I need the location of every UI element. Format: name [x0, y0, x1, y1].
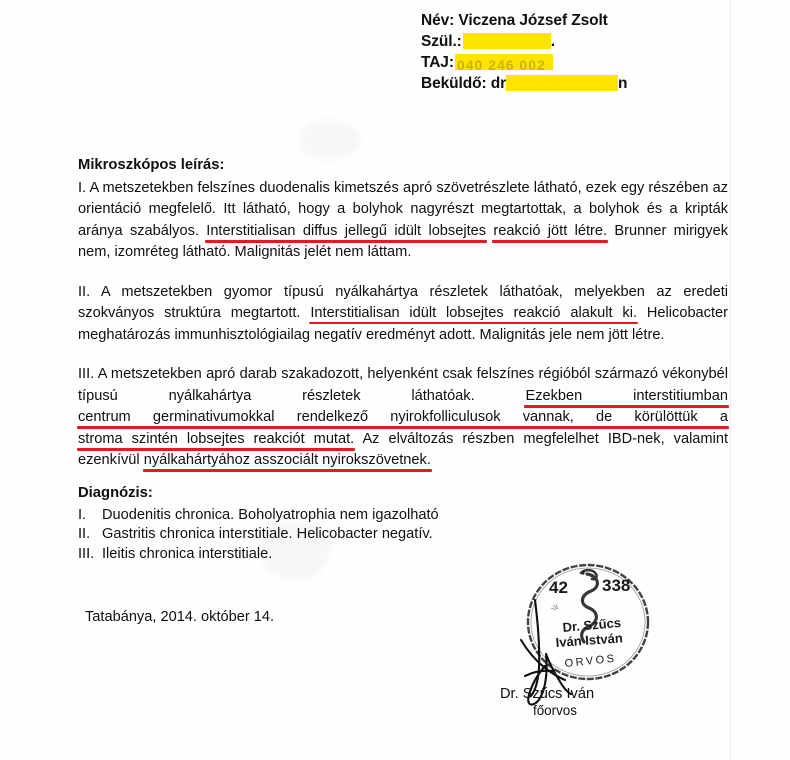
official-round-stamp	[523, 560, 653, 690]
name-label: Név:	[421, 12, 455, 29]
diagnosis-section	[78, 484, 439, 564]
stamp-left-number: 42	[549, 578, 568, 597]
stamp-line-1: Dr. Szűcs	[561, 614, 622, 635]
paragraph-3-underline-a: Ezekben interstitiumban	[525, 387, 729, 404]
microscopy-title: Mikroszkópos leírás:	[78, 157, 225, 173]
microscopy-section	[78, 155, 728, 472]
birth-date-row	[421, 31, 627, 52]
sender-suffix: n	[618, 75, 628, 92]
paragraph-3-underline-c: stroma szintén lobsejtes reakciót mutat.	[78, 430, 355, 447]
place-and-date: Tatabánya, 2014. október 14.	[85, 609, 275, 625]
stamp-right-number: 338	[602, 576, 631, 595]
taj-redaction	[455, 54, 553, 73]
signer-name: Dr. Szűcs Iván	[500, 686, 595, 702]
diagnosis-item-number: I.	[78, 506, 87, 523]
paragraph-1-underline-a: Interstitialisan diffus jellegű idült lobsejtes	[206, 222, 487, 239]
stamp-bottom-text: ORVOS	[564, 652, 618, 670]
patient-header	[421, 10, 627, 94]
name-value: Viczena József Zsolt	[458, 12, 608, 29]
paragraph-3-text-b: Az elváltozás részben megfelelhet IBD-nek, valamint ezenkívül	[78, 430, 728, 468]
diagnosis-item-text: Duodenitis chronica. Boholyatrophia nem igazolható	[102, 506, 439, 523]
diagnosis-item	[78, 525, 439, 545]
paragraph-1-text-a: I. A metszetekben felszínes duodenalis kimetszés apró szövetrészlete látható, ezek egy részében az orientáció megfelelő. Itt látható, hogy a bolyhok nagyrészt megtartottak, a bolyhok és a kripták aránya szabályos.	[78, 179, 728, 239]
paragraph-2-text-a: II. A metszetekben gyomor típusú nyálkahártya részletek láthatóak, melyekben az eredeti szokványos struktúra megtartott.	[78, 283, 728, 321]
sender-label: Beküldő:	[421, 75, 487, 92]
microscopy-paragraph-1	[78, 178, 728, 264]
birth-date-suffix: .	[550, 33, 555, 50]
diagnosis-item-number: II.	[78, 526, 91, 542]
diagnosis-item-text: Gastritis chronica interstitiale. Helicobacter negatív.	[102, 526, 433, 542]
sender-prefix: dr	[490, 75, 507, 92]
diagnosis-title: Diagnózis:	[78, 485, 153, 501]
paragraph-2-text-b: Helicobacter meghatározás immunhisztológiailag negatív eredményt adott. Malignitás jele nem jött létre.	[78, 305, 728, 343]
signer-role: főorvos	[533, 703, 577, 718]
paragraph-2-underline-a: Interstitialisan idült lobsejtes reakció alakult ki.	[310, 305, 638, 321]
paragraph-3-text-a: III. A metszetekben apró darab szakadozott, helyenként csak felszínes régióból származó vékonybél típusú nyálkahártya részletek láthatóak.	[78, 366, 728, 404]
diagnosis-item-number: III.	[78, 545, 95, 562]
paragraph-1-text-b: Brunner mirigyek nem, izomréteg látható. Malignitás jelét nem láttam.	[78, 222, 728, 260]
stamp-line-2: Iván István	[555, 630, 624, 650]
paragraph-3-underline-d: nyálkahártyához asszociált nyirokszövetnek.	[143, 452, 431, 468]
taj-label: TAJ:	[421, 54, 454, 71]
paragraph-3-underline-b: centrum germinativumokkal rendelkező nyirokfolliculusok vannak, de körülöttük a	[78, 409, 728, 425]
taj-number-row	[421, 52, 627, 73]
microscopy-paragraph-3	[78, 364, 728, 472]
stamp-svg	[523, 560, 653, 690]
sender-redaction	[506, 75, 618, 91]
birth-date-redaction	[463, 33, 551, 49]
birth-date-label: Szül.:	[421, 33, 462, 50]
scan-artifact-blotch	[300, 120, 360, 160]
diagnosis-item-text: Ileitis chronica interstitiale.	[102, 545, 273, 562]
paragraph-1-underline-b: reakció jött létre.	[493, 222, 608, 239]
diagnosis-item	[78, 506, 439, 526]
taj-ghost-text: 040 246 002	[456, 57, 546, 73]
sender-row	[421, 73, 627, 94]
diagnosis-item	[78, 545, 439, 565]
microscopy-paragraph-2	[78, 282, 728, 347]
scan-artifact-line	[730, 0, 731, 760]
patient-name-row	[421, 10, 627, 31]
